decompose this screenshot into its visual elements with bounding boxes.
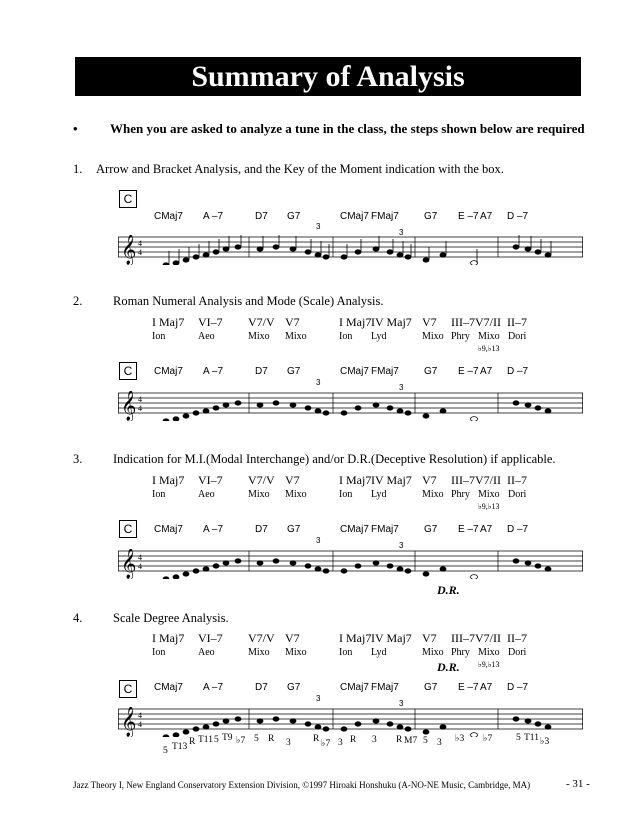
roman-numeral: I Maj7 xyxy=(339,631,372,645)
chord-symbol: CMaj7 xyxy=(340,524,369,535)
mode-label: Lyd xyxy=(371,489,387,500)
scale-degree: 5 xyxy=(516,733,521,743)
triplet-mark: 3 xyxy=(399,699,404,708)
mode-label: Mixo xyxy=(478,331,500,342)
chord-symbol: A –7 xyxy=(203,366,224,377)
music-staff xyxy=(118,391,583,421)
step-2-number: 2. xyxy=(73,294,83,308)
key-box: C xyxy=(119,520,137,538)
chord-symbol: D –7 xyxy=(507,211,529,222)
roman-numeral: IV Maj7 xyxy=(371,473,412,487)
tension-label: ♭9,♭13 xyxy=(478,344,500,353)
mode-label: Lyd xyxy=(371,647,387,658)
step-4-text: Scale Degree Analysis. xyxy=(113,611,229,625)
scale-degree: T9 xyxy=(222,733,233,743)
mode-label: Mixo xyxy=(248,647,270,658)
mode-label: Mixo xyxy=(285,647,307,658)
footer-copyright: Jazz Theory I, New England Conservatory Extension Division, ©1997 Hiroaki Honshuku (A-NO-NE Music, Cambridge, MA) xyxy=(73,780,531,790)
roman-numeral: II–7 xyxy=(507,315,527,329)
scale-degree: 3 xyxy=(338,738,343,748)
scale-degree: 5 xyxy=(423,736,428,746)
roman-numeral: V7/II xyxy=(475,473,501,487)
roman-numeral: I Maj7 xyxy=(152,631,185,645)
scale-degree: R xyxy=(313,734,320,744)
chord-symbol: G7 xyxy=(287,366,301,377)
roman-numeral: I Maj7 xyxy=(152,315,185,329)
deceptive-resolution-label: D.R. xyxy=(437,660,460,674)
deceptive-resolution-label: D.R. xyxy=(437,583,460,597)
chord-symbol: E –7 xyxy=(458,366,479,377)
svg-text:𝄞: 𝄞 xyxy=(121,391,137,421)
mode-label: Ion xyxy=(339,331,353,342)
chord-symbol: G7 xyxy=(424,366,438,377)
bullet-text: When you are asked to analyze a tune in the class, the steps shown below are required xyxy=(110,121,585,136)
mode-label: Dori xyxy=(508,647,527,658)
mode-label: Mixo xyxy=(422,331,444,342)
chord-symbol: D –7 xyxy=(507,524,529,535)
chord-symbol: G7 xyxy=(424,682,438,693)
chord-symbol: CMaj7 xyxy=(340,211,369,222)
scale-degree: T13 xyxy=(172,742,188,752)
mode-label: Mixo xyxy=(285,331,307,342)
chord-symbol: A –7 xyxy=(203,211,224,222)
mode-label: Dori xyxy=(508,331,527,342)
roman-numeral: V7/V xyxy=(248,473,275,487)
chord-symbol: E –7 xyxy=(458,211,479,222)
triplet-mark: 3 xyxy=(316,378,321,387)
step-4-number: 4. xyxy=(73,611,83,625)
chord-symbol: FMaj7 xyxy=(371,211,399,222)
music-staff xyxy=(118,549,583,579)
triplet-mark: 3 xyxy=(316,222,321,231)
svg-text:4: 4 xyxy=(138,395,142,404)
mode-label: Aeo xyxy=(198,489,215,500)
chord-symbol: G7 xyxy=(287,524,301,535)
svg-text:𝄞: 𝄞 xyxy=(121,235,137,265)
chord-symbol: A7 xyxy=(480,682,493,693)
scale-degree: 3 xyxy=(286,738,291,748)
tension-label: ♭9,♭13 xyxy=(478,502,500,511)
roman-numeral: VI–7 xyxy=(198,473,223,487)
chord-symbol: A7 xyxy=(480,524,493,535)
roman-numeral: VI–7 xyxy=(198,315,223,329)
scale-degree: M7 xyxy=(404,736,418,746)
triplet-mark: 3 xyxy=(316,694,321,703)
mode-label: Lyd xyxy=(371,331,387,342)
mode-label: Mixo xyxy=(248,489,270,500)
roman-numeral: I Maj7 xyxy=(152,473,185,487)
mode-label: Ion xyxy=(152,489,166,500)
chord-symbol: A7 xyxy=(480,211,493,222)
roman-numeral: II–7 xyxy=(507,473,527,487)
scale-degree: R xyxy=(350,735,357,745)
scale-degree: ♭3 xyxy=(455,734,465,744)
mode-label: Ion xyxy=(152,331,166,342)
mode-label: Ion xyxy=(339,489,353,500)
mode-label: Dori xyxy=(508,489,527,500)
mode-label: Mixo xyxy=(248,331,270,342)
svg-text:4: 4 xyxy=(138,562,142,571)
roman-numeral: I Maj7 xyxy=(339,473,372,487)
roman-numeral: II–7 xyxy=(507,631,527,645)
roman-numeral: V7/V xyxy=(248,315,275,329)
mode-label: Mixo xyxy=(422,489,444,500)
mode-label: Phry xyxy=(451,489,470,500)
step-2-text: Roman Numeral Analysis and Mode (Scale) Analysis. xyxy=(113,294,384,308)
mode-label: Mixo xyxy=(478,647,500,658)
chord-symbol: A –7 xyxy=(203,682,224,693)
chord-symbol: FMaj7 xyxy=(371,524,399,535)
chord-symbol: D7 xyxy=(255,524,268,535)
roman-numeral: V7/II xyxy=(475,315,501,329)
scale-degree: 5 xyxy=(163,746,168,756)
svg-text:𝄞: 𝄞 xyxy=(121,707,137,737)
roman-numeral: VI–7 xyxy=(198,631,223,645)
mode-label: Mixo xyxy=(422,647,444,658)
triplet-mark: 3 xyxy=(399,541,404,550)
mode-label: Aeo xyxy=(198,647,215,658)
chord-symbol: E –7 xyxy=(458,524,479,535)
mode-label: Mixo xyxy=(478,489,500,500)
mode-label: Ion xyxy=(152,647,166,658)
roman-numeral: V7 xyxy=(422,631,437,645)
chord-symbol: D7 xyxy=(255,211,268,222)
mode-label: Aeo xyxy=(198,331,215,342)
scale-degree: R xyxy=(189,737,196,747)
scale-degree: T11 xyxy=(198,735,213,745)
page-number: - 31 - xyxy=(566,778,590,790)
scale-degree: R xyxy=(396,735,403,745)
svg-text:4: 4 xyxy=(138,239,142,248)
page-title: Summary of Analysis xyxy=(75,57,581,96)
svg-text:4: 4 xyxy=(138,711,142,720)
svg-text:4: 4 xyxy=(138,553,142,562)
roman-numeral: III–7 xyxy=(451,473,475,487)
chord-symbol: FMaj7 xyxy=(371,366,399,377)
chord-symbol: D7 xyxy=(255,682,268,693)
roman-numeral: IV Maj7 xyxy=(371,631,412,645)
chord-symbol: G7 xyxy=(287,682,301,693)
scale-degree: 5 xyxy=(254,734,259,744)
scale-degree: ♭7 xyxy=(321,739,331,749)
scale-degree: R xyxy=(268,734,275,744)
triplet-mark: 3 xyxy=(399,383,404,392)
chord-symbol: CMaj7 xyxy=(154,524,183,535)
scale-degree: 5 xyxy=(214,735,219,745)
svg-text:4: 4 xyxy=(138,720,142,729)
key-box: C xyxy=(119,362,137,380)
chord-symbol: A7 xyxy=(480,366,493,377)
chord-symbol: FMaj7 xyxy=(371,682,399,693)
chord-symbol: A –7 xyxy=(203,524,224,535)
music-staff xyxy=(118,707,583,737)
chord-symbol: CMaj7 xyxy=(340,366,369,377)
scale-degree: ♭7 xyxy=(483,734,493,744)
roman-numeral: V7 xyxy=(285,473,300,487)
chord-symbol: D7 xyxy=(255,366,268,377)
chord-symbol: CMaj7 xyxy=(340,682,369,693)
scale-degree: 3 xyxy=(437,738,442,748)
chord-symbol: D –7 xyxy=(507,682,529,693)
scale-degree: ♭3 xyxy=(540,737,550,747)
scale-degree: ♭7 xyxy=(236,736,246,746)
tension-label: ♭9,♭13 xyxy=(478,660,500,669)
roman-numeral: V7 xyxy=(285,631,300,645)
roman-numeral: I Maj7 xyxy=(339,315,372,329)
scale-degree: T11 xyxy=(524,733,539,743)
key-box: C xyxy=(119,190,137,208)
roman-numeral: V7 xyxy=(422,473,437,487)
roman-numeral: III–7 xyxy=(451,315,475,329)
step-3-text: Indication for M.I.(Modal Interchange) and/or D.R.(Deceptive Resolution) if applicable. xyxy=(113,452,556,466)
music-staff xyxy=(118,235,583,265)
chord-symbol: G7 xyxy=(287,211,301,222)
triplet-mark: 3 xyxy=(316,536,321,545)
bullet-symbol: • xyxy=(73,121,78,136)
key-box: C xyxy=(119,680,137,698)
roman-numeral: V7 xyxy=(285,315,300,329)
step-1-number: 1. xyxy=(73,162,83,176)
mode-label: Mixo xyxy=(285,489,307,500)
mode-label: Ion xyxy=(339,647,353,658)
svg-text:4: 4 xyxy=(138,248,142,257)
chord-symbol: D –7 xyxy=(507,366,529,377)
roman-numeral: V7 xyxy=(422,315,437,329)
svg-text:4: 4 xyxy=(138,404,142,413)
chord-symbol: CMaj7 xyxy=(154,366,183,377)
chord-symbol: G7 xyxy=(424,211,438,222)
chord-symbol: CMaj7 xyxy=(154,682,183,693)
roman-numeral: V7/V xyxy=(248,631,275,645)
step-1-text: Arrow and Bracket Analysis, and the Key of the Moment indication with the box. xyxy=(96,162,504,176)
chord-symbol: E –7 xyxy=(458,682,479,693)
chord-symbol: CMaj7 xyxy=(154,211,183,222)
roman-numeral: III–7 xyxy=(451,631,475,645)
scale-degree: 3 xyxy=(372,735,377,745)
mode-label: Phry xyxy=(451,647,470,658)
roman-numeral: V7/II xyxy=(475,631,501,645)
step-3-number: 3. xyxy=(73,452,83,466)
triplet-mark: 3 xyxy=(399,228,404,237)
roman-numeral: IV Maj7 xyxy=(371,315,412,329)
chord-symbol: G7 xyxy=(424,524,438,535)
mode-label: Phry xyxy=(451,331,470,342)
svg-text:𝄞: 𝄞 xyxy=(121,549,137,579)
